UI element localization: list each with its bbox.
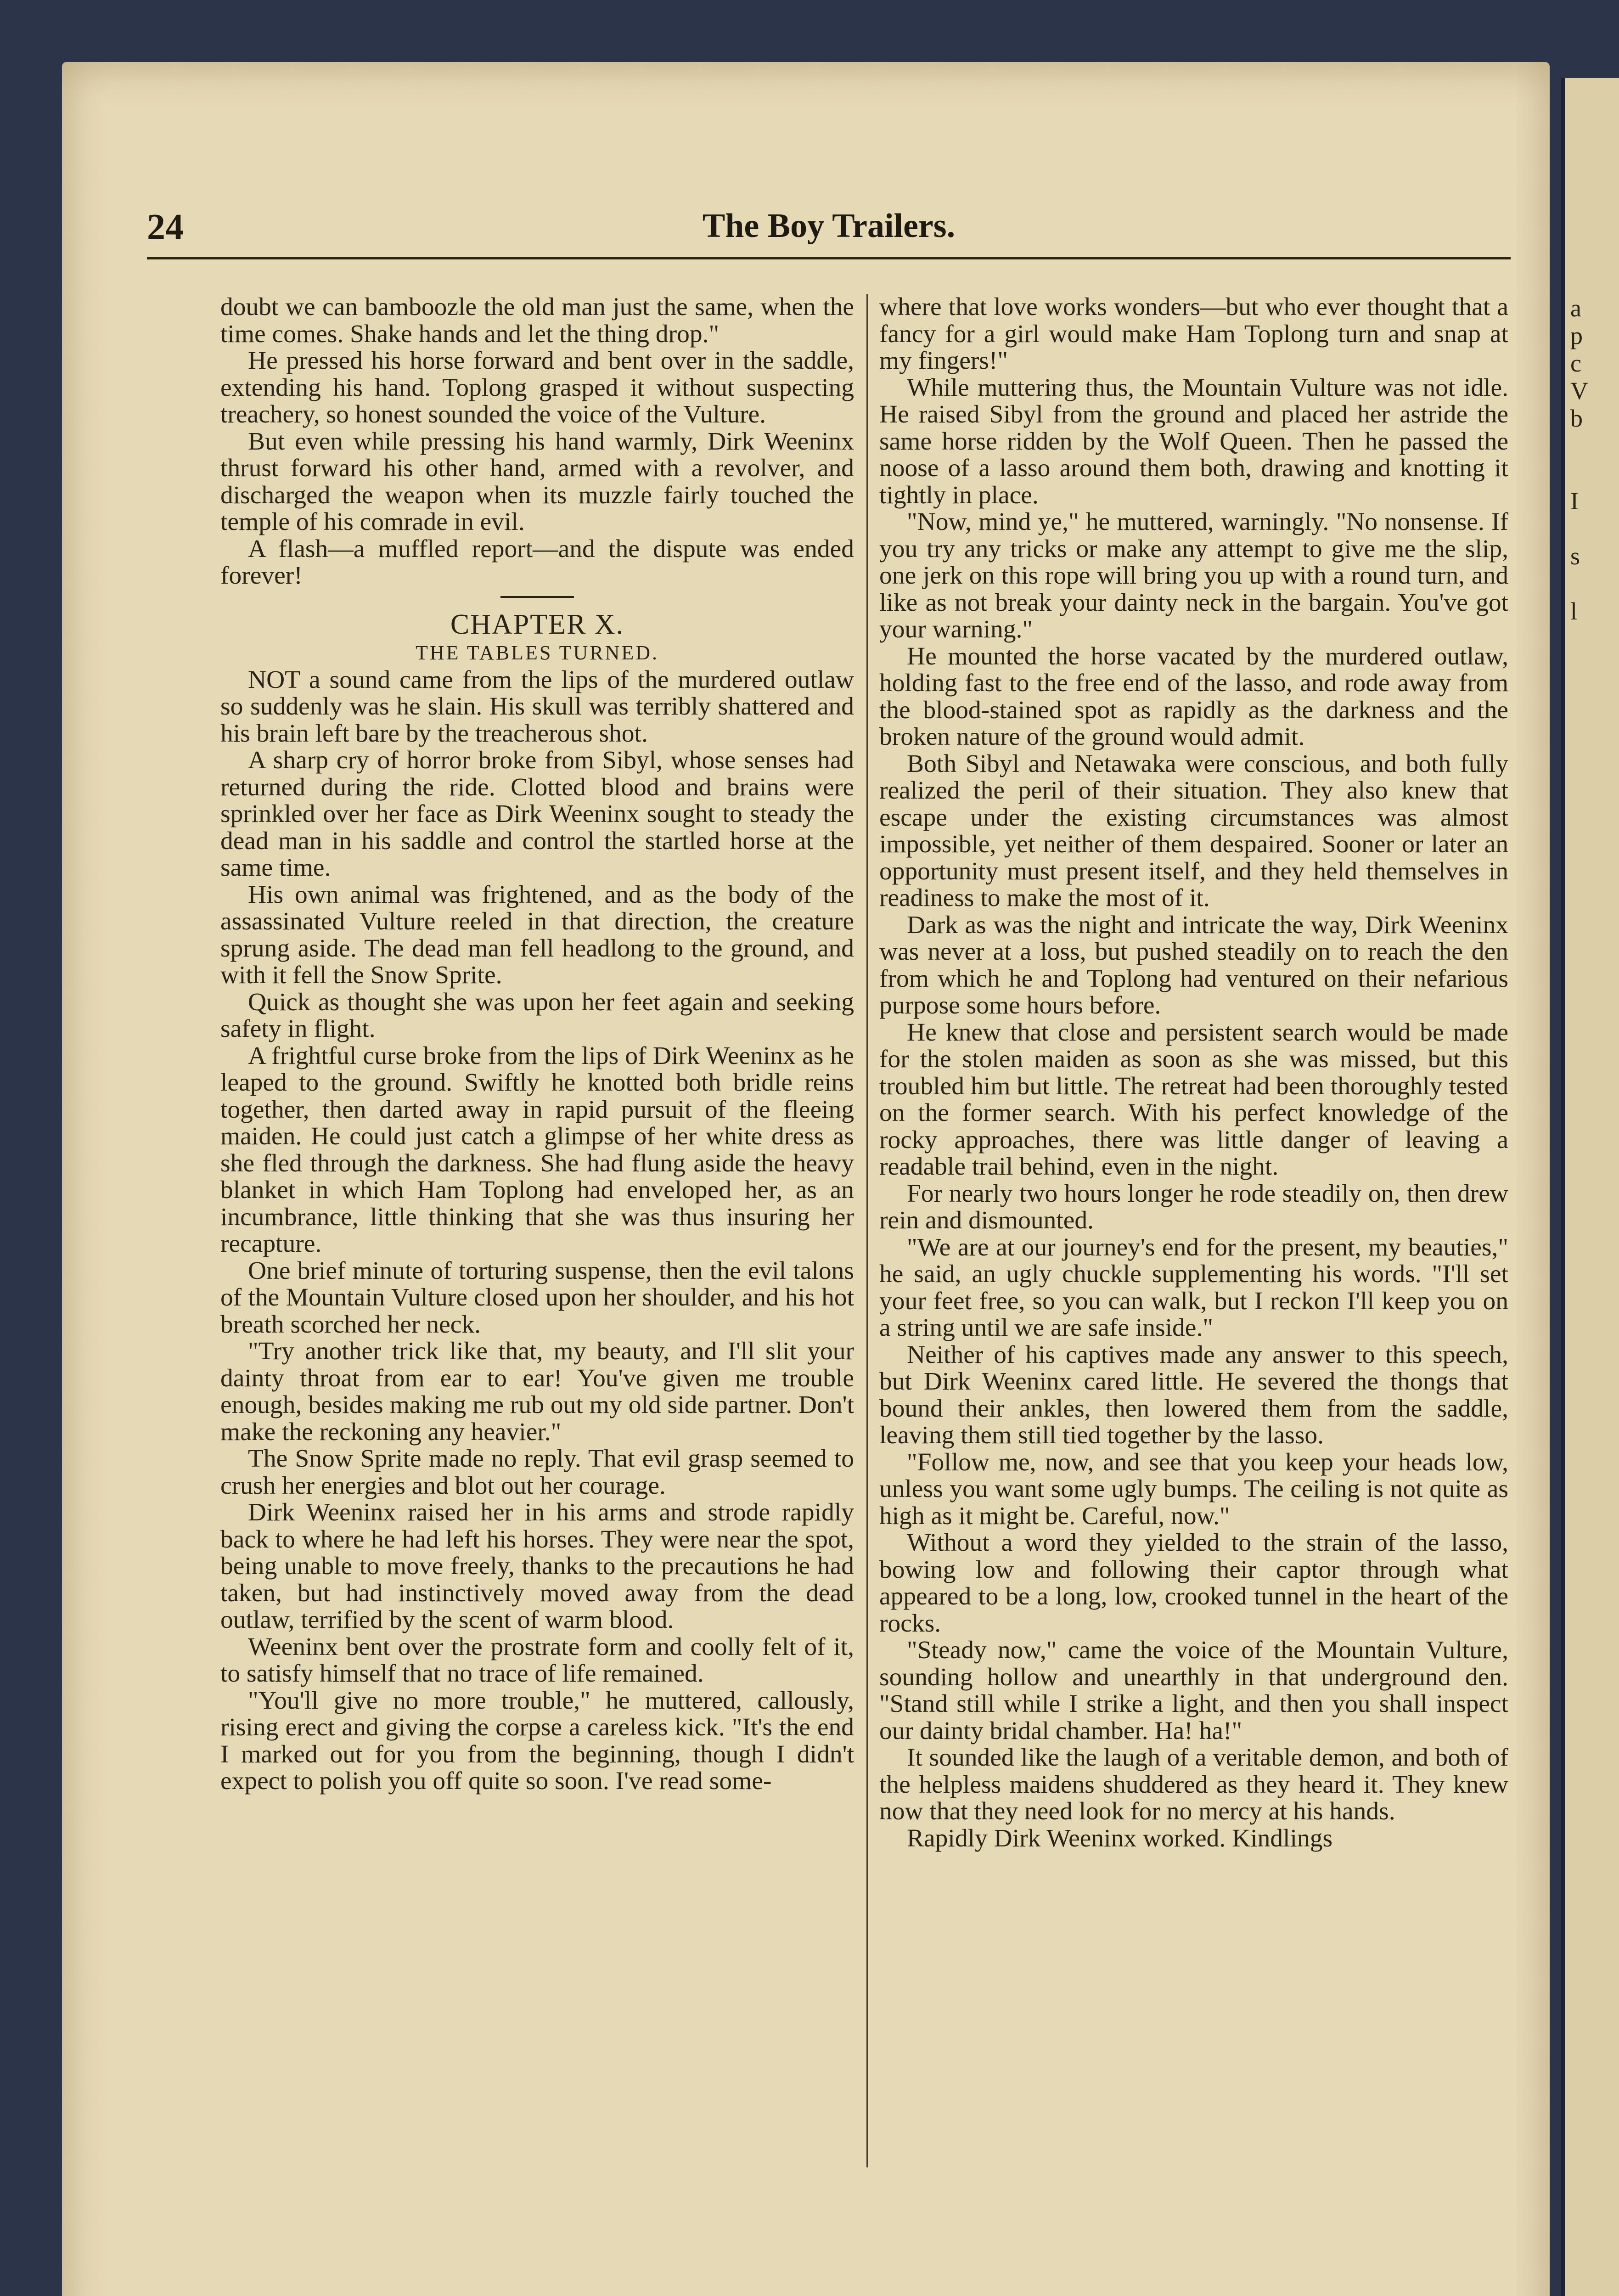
- paragraph: "Now, mind ye," he muttered, warningly. "No nonsense. If you try any tricks or make any attempt to give me the slip, one jerk on this rope will bring you up with a round turn, and like as not break your dainty neck in the bargain. You've got your warning.": [879, 508, 1508, 643]
- adjacent-page-fragment: a: [1570, 294, 1581, 322]
- paragraph: But even while pressing his hand warmly, Dirk Weeninx thrust forward his other hand, armed with a revolver, and discharged the weapon when its muzzle fairly touched the temple of his comrade in evil.: [220, 427, 854, 536]
- adjacent-page-edge: [1561, 78, 1619, 2296]
- paragraph: He mounted the horse vacated by the murdered outlaw, holding fast to the free end of the lasso, and rode away from the blood-stained spot as rapidly as the darkness and the broken nature of the ground would admit.: [879, 642, 1508, 751]
- paragraph: "Try another trick like that, my beauty, and I'll slit your dainty throat from ear to ear! You've given me trouble enough, besides making me rub out my old side partner. Don't make the reckoning any heavier.": [220, 1337, 854, 1446]
- paragraph: "Follow me, now, and see that you keep your heads low, unless you want some ugly bumps. The ceiling is not quite as high as it might be. Careful, now.": [879, 1448, 1508, 1530]
- chapter-heading: CHAPTER X.: [450, 608, 624, 640]
- paragraph: doubt we can bamboozle the old man just the same, when the time comes. Shake hands and let the thing drop.": [220, 294, 854, 348]
- adjacent-page-fragment: l: [1570, 597, 1578, 625]
- paragraph: NOT a sound came from the lips of the murdered outlaw so suddenly was he slain. His skull was terribly shattered and his brain left bare by the treacherous shot.: [220, 665, 854, 748]
- paragraph: Dark as was the night and intricate the way, Dirk Weeninx was never at a loss, but pushed steadily on to reach the den from which he and Toplong had ventured on their nefarious purpose some hours before.: [879, 911, 1508, 1019]
- paragraph: For nearly two hours longer he rode steadily on, then drew rein and dismounted.: [879, 1179, 1508, 1234]
- paragraph: He knew that close and persistent search would be made for the stolen maiden as soon as she was missed, but this troubled him but little. The retreat had been thoroughly tested on the former search. With his perfect knowledge of the rocky approaches, there was little danger of leaving a readable trail behind, even in the night.: [879, 1018, 1508, 1181]
- paragraph: One brief minute of torturing suspense, then the evil talons of the Mountain Vulture closed upon her shoulder, and his hot breath scorched her neck.: [220, 1256, 854, 1339]
- column-divider: [866, 294, 868, 2167]
- running-title: The Boy Trailers.: [702, 207, 956, 245]
- page-number: 24: [147, 207, 184, 248]
- paragraph: He pressed his horse forward and bent over in the saddle, extending his hand. Toplong grasped it without suspecting treachery, so honest sounded the voice of the Vulture.: [220, 347, 854, 428]
- paragraph: Both Sibyl and Netawaka were conscious, and both fully realized the peril of their situation. They also knew that escape under the existing circumstances was almost impossible, yet neither of them despaired. Sooner or later an opportunity must present itself, and they held themselves in readiness to make the most of it.: [879, 749, 1508, 912]
- adjacent-page-fragment: b: [1570, 405, 1583, 432]
- adjacent-page-fragment: V: [1570, 377, 1588, 405]
- running-header: [147, 202, 1511, 259]
- paragraph: A flash—a muffled report—and the dispute was ended forever!: [220, 535, 854, 590]
- chapter-subtitle: THE TABLES TURNED.: [415, 641, 659, 664]
- adjacent-page-fragment: s: [1570, 542, 1580, 570]
- paragraph: Quick as thought she was upon her feet again and seeking safety in flight.: [220, 988, 854, 1043]
- paragraph: Without a word they yielded to the strain of the lasso, bowing low and following their captor through what appeared to be a long, low, crooked tunnel in the heart of the rocks.: [879, 1529, 1508, 1638]
- right-column: [879, 294, 1508, 2167]
- adjacent-page-fragment: I: [1570, 487, 1579, 515]
- paragraph: "Steady now," came the voice of the Mountain Vulture, sounding hollow and unearthly in that underground den. "Stand still while I strike a light, and then you shall inspect our dainty bridal chamber. Ha! ha!": [879, 1636, 1508, 1745]
- section-rule: [500, 596, 574, 598]
- paragraph: His own animal was frightened, and as the body of the assassinated Vulture reeled in that direction, the creature sprung aside. The dead man fell headlong to the ground, and with it fell the Snow Sprite.: [220, 880, 854, 989]
- paragraph: Rapidly Dirk Weeninx worked. Kindlings: [907, 1824, 1333, 1852]
- paragraph: A sharp cry of horror broke from Sibyl, whose senses had returned during the ride. Clotted blood and brains were sprinkled over her face as Dirk Weeninx sought to steady the dead man in his saddle and control the startled horse at the same time.: [220, 746, 854, 882]
- paragraph: Dirk Weeninx raised her in his arms and strode rapidly back to where he had left his horses. They were near the spot, being unable to move freely, thanks to the precautions he had taken, but had instinctively moved away from the dead outlaw, terrified by the scent of warm blood.: [220, 1498, 854, 1634]
- paragraph: where that love works wonders—but who ever thought that a fancy for a girl would make Ham Toplong turn and snap at my fingers!": [879, 294, 1508, 375]
- paragraph: While muttering thus, the Mountain Vulture was not idle. He raised Sibyl from the ground and placed her astride the same horse ridden by the Wolf Queen. Then he passed the noose of a lasso around them both, drawing and knotting it tightly in place.: [879, 373, 1508, 509]
- adjacent-page-fragment: p: [1570, 322, 1583, 349]
- left-column: [220, 294, 854, 2167]
- paragraph: Weeninx bent over the prostrate form and coolly felt of it, to satisfy himself that no trace of life remained.: [220, 1632, 854, 1688]
- paragraph: It sounded like the laugh of a veritable demon, and both of the helpless maidens shuddered as they heard it. They knew now that they need look for no mercy at his hands.: [879, 1744, 1508, 1825]
- paragraph: "You'll give no more trouble," he muttered, callously, rising erect and giving the corpse a careless kick. "It's the end I marked out for you from the beginning, though I didn't expect to polish you off quite so soon. I've read some-: [220, 1686, 854, 1795]
- paragraph: Neither of his captives made any answer to this speech, but Dirk Weeninx cared little. He severed the thongs that bound their ankles, then lowered them from the saddle, leaving them still tied together by the lasso.: [879, 1340, 1508, 1449]
- paragraph: The Snow Sprite made no reply. That evil grasp seemed to crush her energies and blot out her courage.: [220, 1445, 854, 1500]
- paragraph: A frightful curse broke from the lips of Dirk Weeninx as he leaped to the ground. Swiftly he knotted both bridle reins together, then darted away in rapid pursuit of the fleeing maiden. He could just catch a glimpse of her white dress as she fled through the darkness. She had flung aside the heavy blanket in which Ham Toplong had enveloped her, as an incumbrance, little thinking that she was thus insuring her recapture.: [220, 1041, 854, 1258]
- paragraph: "We are at our journey's end for the present, my beauties," he said, an ugly chuckle supplementing his words. "I'll set your feet free, so you can walk, but I reckon I'll keep you on a string until we are safe inside.": [879, 1233, 1508, 1342]
- adjacent-page-fragment: c: [1570, 349, 1581, 377]
